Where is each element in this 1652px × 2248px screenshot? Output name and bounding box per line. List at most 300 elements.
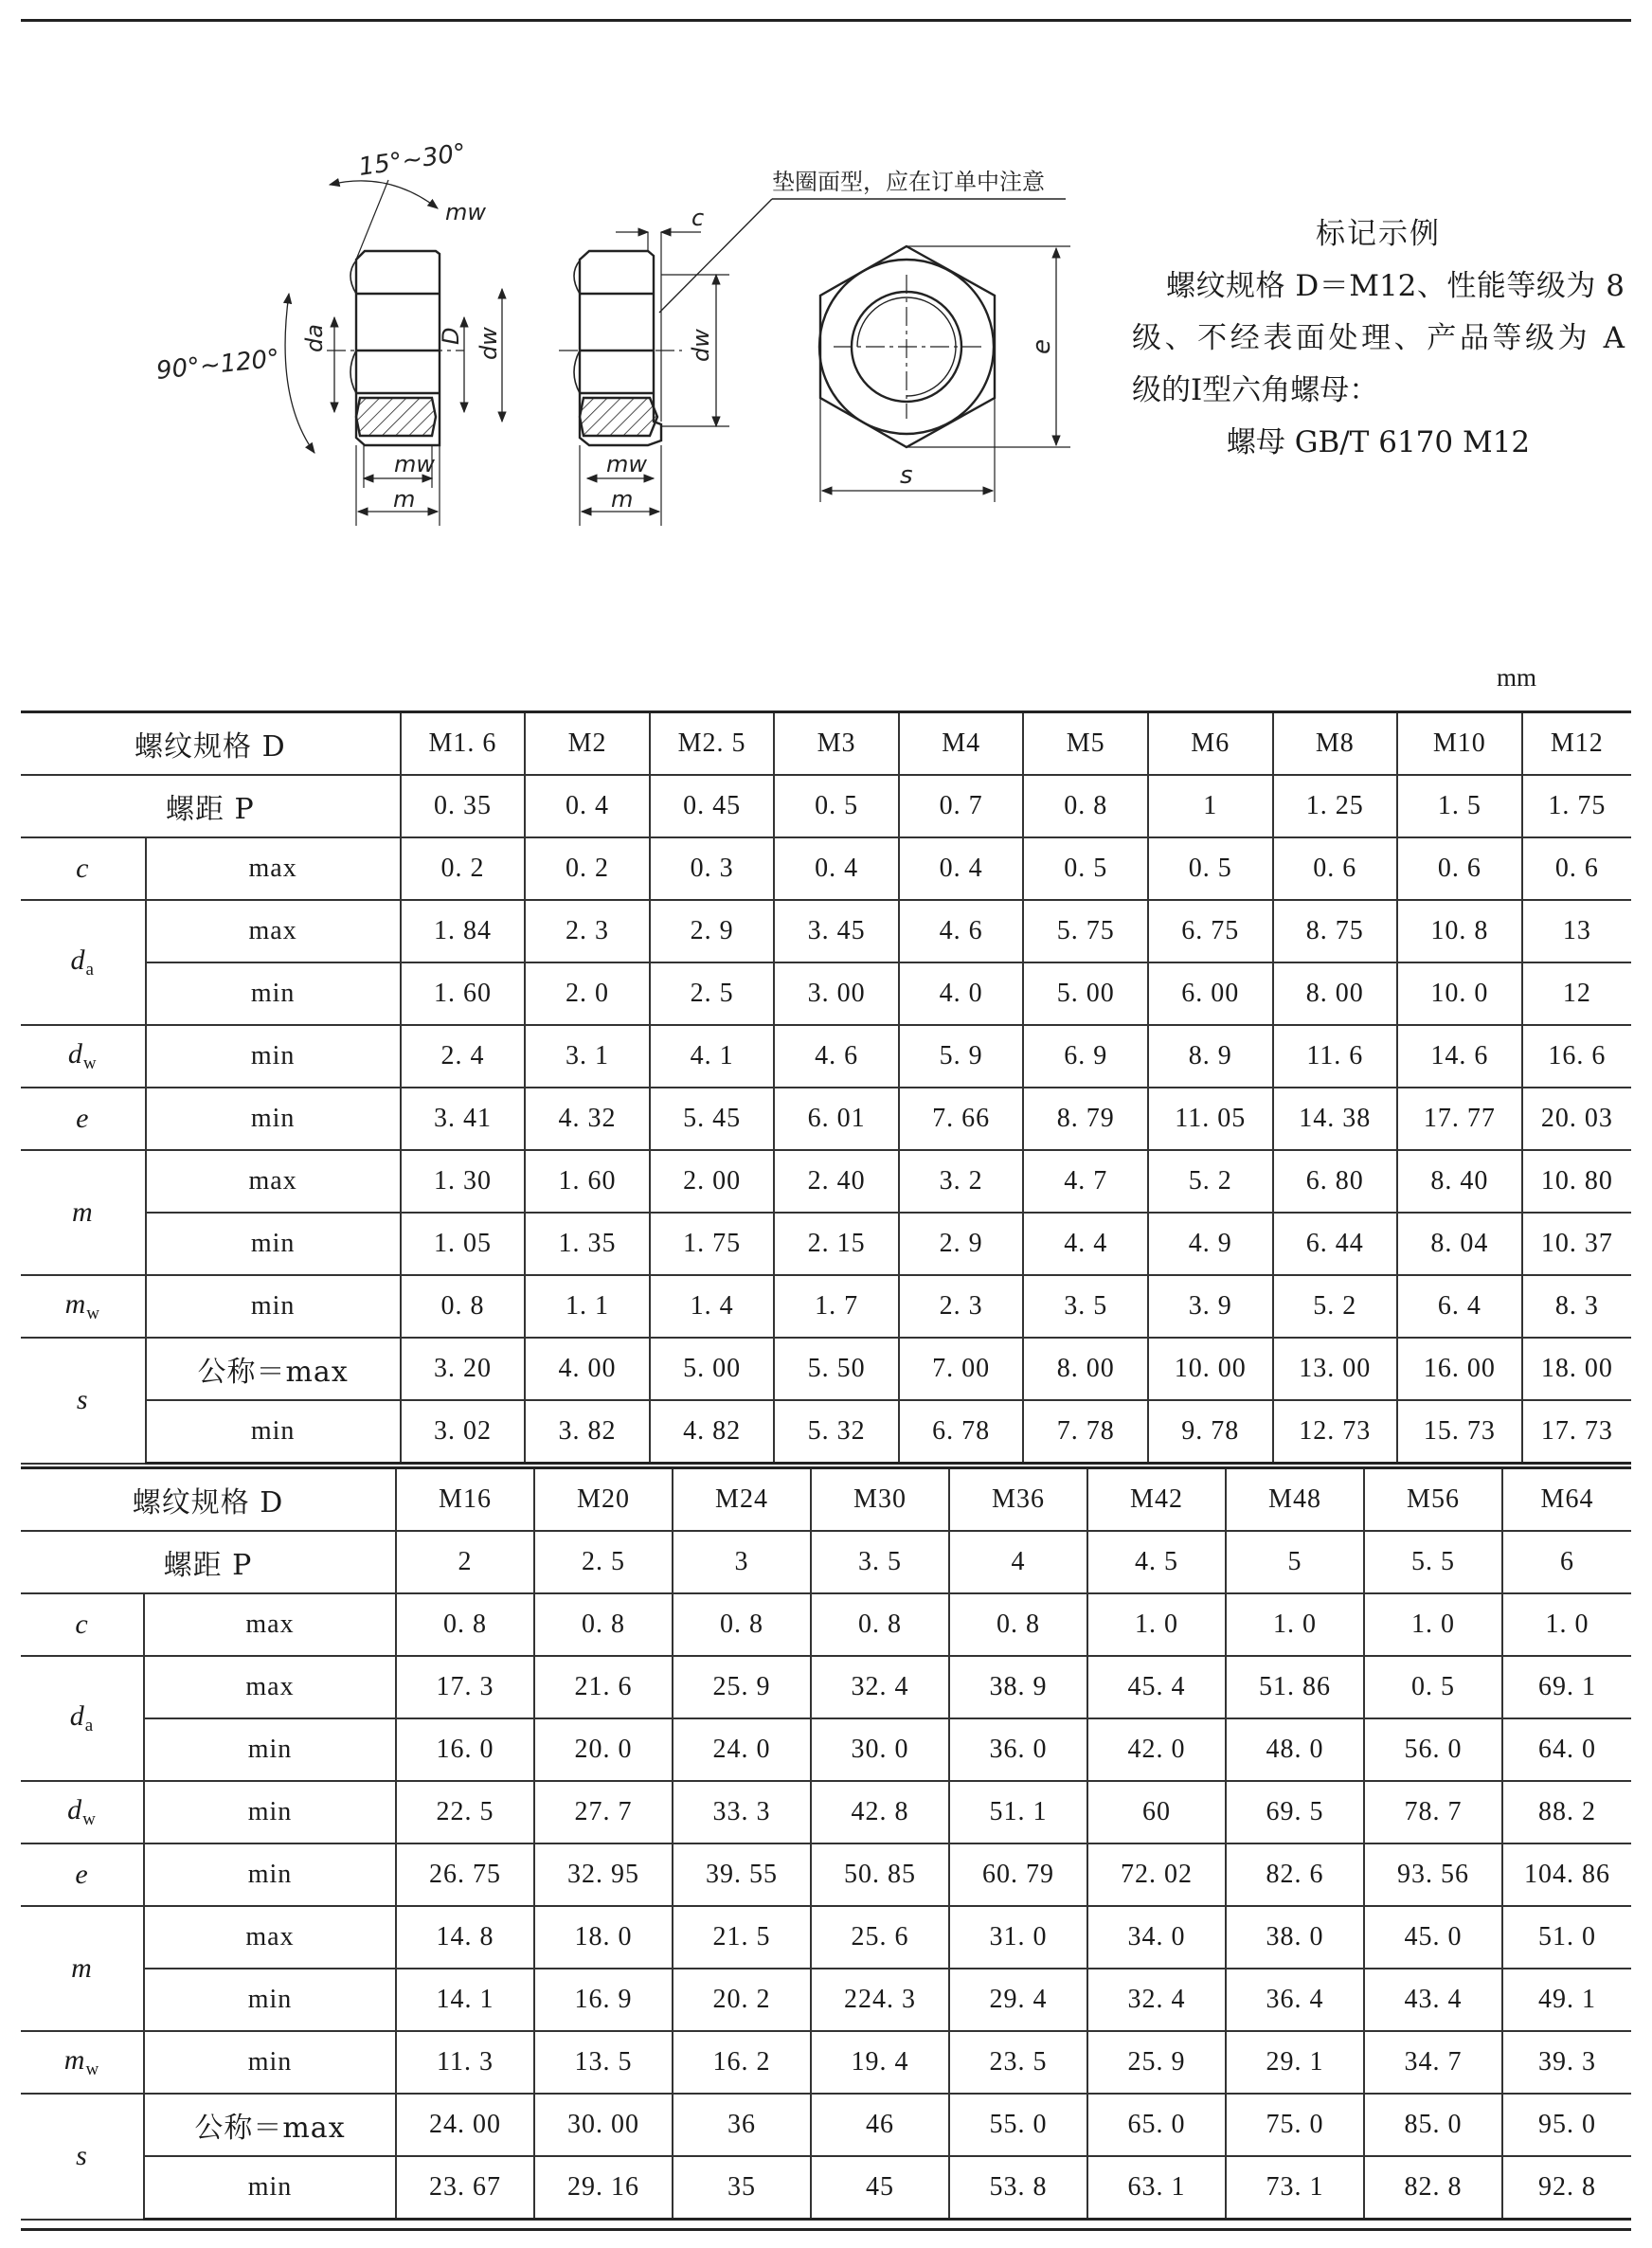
value-cell: 2. 9 xyxy=(650,900,775,962)
table-row-pitch xyxy=(21,1531,1631,1593)
table-row-dw-min xyxy=(21,1025,1631,1088)
value-cell: 53. 8 xyxy=(949,2156,1087,2220)
dw-label-2: dw xyxy=(688,329,714,362)
value-cell: 6. 78 xyxy=(899,1400,1024,1464)
value-cell: 24. 00 xyxy=(396,2094,534,2156)
value-cell: 20. 2 xyxy=(673,1969,811,2031)
size-header-cell: M3 xyxy=(774,712,899,776)
value-cell: 17. 77 xyxy=(1397,1088,1522,1150)
value-cell: 45. 0 xyxy=(1364,1906,1502,1969)
value-cell: 2. 3 xyxy=(525,900,650,962)
value-cell: 14. 38 xyxy=(1273,1088,1398,1150)
size-header-cell: M2. 5 xyxy=(650,712,775,776)
value-cell: 4. 6 xyxy=(774,1025,899,1088)
size-header-cell: M42 xyxy=(1087,1468,1226,1532)
row-label-da-subscript: a xyxy=(84,1716,95,1735)
angle-left-label: 90°~120° xyxy=(154,344,281,386)
value-cell: 13. 00 xyxy=(1273,1338,1398,1400)
value-cell: 8. 40 xyxy=(1397,1150,1522,1213)
row-label-pitch: 螺距 P xyxy=(21,775,401,837)
row-label-pitch: 螺距 P xyxy=(21,1531,396,1593)
bottom-rule xyxy=(21,2228,1631,2231)
value-cell: 1. 0 xyxy=(1502,1593,1631,1656)
value-cell: 5. 00 xyxy=(650,1338,775,1400)
value-cell: 93. 56 xyxy=(1364,1843,1502,1906)
value-cell: 0. 8 xyxy=(396,1593,534,1656)
mw-label-bottom-2: mw xyxy=(606,451,648,477)
value-cell: 6. 80 xyxy=(1273,1150,1398,1213)
value-cell: 0. 6 xyxy=(1273,837,1398,900)
m-label-1: m xyxy=(393,486,416,513)
value-cell: 1. 60 xyxy=(525,1150,650,1213)
value-cell: 6. 4 xyxy=(1397,1275,1522,1338)
value-cell: 1. 25 xyxy=(1273,775,1398,837)
row-label-m-symbol: m xyxy=(71,1196,94,1228)
value-cell: 60. 79 xyxy=(949,1843,1087,1906)
value-cell: 21. 6 xyxy=(534,1656,673,1718)
value-cell: 27. 7 xyxy=(534,1781,673,1843)
value-cell: 39. 3 xyxy=(1502,2031,1631,2094)
value-cell: 0. 8 xyxy=(1023,775,1148,837)
table-row-m-min xyxy=(21,1969,1631,2031)
value-cell: 2. 00 xyxy=(650,1150,775,1213)
value-cell: 1. 84 xyxy=(401,900,526,962)
value-cell: 21. 5 xyxy=(673,1906,811,1969)
value-cell: 5 xyxy=(1226,1531,1364,1593)
table-row-da-min xyxy=(21,962,1631,1025)
value-cell: 24. 0 xyxy=(673,1718,811,1781)
value-cell: 42. 8 xyxy=(811,1781,949,1843)
size-header-cell: M20 xyxy=(534,1468,673,1532)
value-cell: 34. 0 xyxy=(1087,1906,1226,1969)
value-cell: 1. 0 xyxy=(1087,1593,1226,1656)
value-cell: 20. 03 xyxy=(1522,1088,1631,1150)
value-cell: 8. 3 xyxy=(1522,1275,1631,1338)
sub-label-min: min xyxy=(146,1400,401,1464)
row-label-e-symbol: e xyxy=(75,1859,89,1890)
value-cell: 65. 0 xyxy=(1087,2094,1226,2156)
value-cell: 50. 85 xyxy=(811,1843,949,1906)
value-cell: 42. 0 xyxy=(1087,1718,1226,1781)
angle-top-label: 15°~30° xyxy=(356,138,468,182)
row-label-dw xyxy=(21,1025,146,1088)
value-cell: 1. 0 xyxy=(1226,1593,1364,1656)
unit-label: mm xyxy=(1497,663,1537,692)
value-cell: 45 xyxy=(811,2156,949,2220)
table-row-sizes xyxy=(21,1468,1631,1532)
row-label-c xyxy=(21,837,146,900)
value-cell: 0. 5 xyxy=(1148,837,1273,900)
row-label-c-symbol: c xyxy=(75,1609,89,1640)
value-cell: 8. 00 xyxy=(1023,1338,1148,1400)
value-cell: 6. 9 xyxy=(1023,1025,1148,1088)
value-cell: 75. 0 xyxy=(1226,2094,1364,2156)
value-cell: 69. 1 xyxy=(1502,1656,1631,1718)
value-cell: 4. 82 xyxy=(650,1400,775,1464)
value-cell: 31. 0 xyxy=(949,1906,1087,1969)
value-cell: 14. 1 xyxy=(396,1969,534,2031)
row-label-mw-symbol: m xyxy=(64,1288,87,1320)
value-cell: 38. 9 xyxy=(949,1656,1087,1718)
value-cell: 29. 1 xyxy=(1226,2031,1364,2094)
value-cell: 10. 80 xyxy=(1522,1150,1631,1213)
value-cell: 18. 00 xyxy=(1522,1338,1631,1400)
value-cell: 3. 5 xyxy=(1023,1275,1148,1338)
dimension-table-2 xyxy=(21,1466,1631,2221)
value-cell: 0. 8 xyxy=(949,1593,1087,1656)
row-label-m xyxy=(21,1906,144,2031)
value-cell: 11. 3 xyxy=(396,2031,534,2094)
value-cell: 13 xyxy=(1522,900,1631,962)
value-cell: 0. 5 xyxy=(1364,1656,1502,1718)
value-cell: 4 xyxy=(949,1531,1087,1593)
value-cell: 1. 05 xyxy=(401,1213,526,1275)
value-cell: 0. 6 xyxy=(1522,837,1631,900)
value-cell: 20. 0 xyxy=(534,1718,673,1781)
row-label-dw xyxy=(21,1781,144,1843)
value-cell: 30. 00 xyxy=(534,2094,673,2156)
value-cell: 3. 9 xyxy=(1148,1275,1273,1338)
value-cell: 12 xyxy=(1522,962,1631,1025)
value-cell: 48. 0 xyxy=(1226,1718,1364,1781)
table-row-c-max xyxy=(21,837,1631,900)
value-cell: 13. 5 xyxy=(534,2031,673,2094)
value-cell: 4. 00 xyxy=(525,1338,650,1400)
value-cell: 1. 60 xyxy=(401,962,526,1025)
value-cell: 5. 45 xyxy=(650,1088,775,1150)
value-cell: 0. 7 xyxy=(899,775,1024,837)
value-cell: 0. 5 xyxy=(1023,837,1148,900)
value-cell: 38. 0 xyxy=(1226,1906,1364,1969)
value-cell: 6. 00 xyxy=(1148,962,1273,1025)
value-cell: 4. 9 xyxy=(1148,1213,1273,1275)
s-label: s xyxy=(900,461,913,490)
size-header-cell: M10 xyxy=(1397,712,1522,776)
row-label-s xyxy=(21,2094,144,2220)
row-label-s xyxy=(21,1338,146,1464)
sub-label-min: min xyxy=(144,2031,396,2094)
row-label-c xyxy=(21,1593,144,1656)
value-cell: 23. 67 xyxy=(396,2156,534,2220)
row-label-da-symbol: d xyxy=(70,944,86,976)
value-cell: 56. 0 xyxy=(1364,1718,1502,1781)
value-cell: 32. 4 xyxy=(811,1656,949,1718)
value-cell: 10. 00 xyxy=(1148,1338,1273,1400)
dimension-table-1-body xyxy=(21,712,1631,1464)
value-cell: 17. 3 xyxy=(396,1656,534,1718)
row-label-da xyxy=(21,1656,144,1781)
value-cell: 18. 0 xyxy=(534,1906,673,1969)
sub-label-nominal-max: 公称＝max xyxy=(144,2094,396,2156)
value-cell: 6. 44 xyxy=(1273,1213,1398,1275)
value-cell: 1. 75 xyxy=(1522,775,1631,837)
value-cell: 51. 86 xyxy=(1226,1656,1364,1718)
value-cell: 0. 6 xyxy=(1397,837,1522,900)
value-cell: 45. 4 xyxy=(1087,1656,1226,1718)
sub-label-min: min xyxy=(146,1088,401,1150)
value-cell: 0. 4 xyxy=(525,775,650,837)
value-cell: 1. 7 xyxy=(774,1275,899,1338)
value-cell: 1. 0 xyxy=(1364,1593,1502,1656)
value-cell: 36. 0 xyxy=(949,1718,1087,1781)
value-cell: 0. 45 xyxy=(650,775,775,837)
value-cell: 16. 9 xyxy=(534,1969,673,2031)
value-cell: 2. 5 xyxy=(534,1531,673,1593)
value-cell: 3. 82 xyxy=(525,1400,650,1464)
value-cell: 5. 5 xyxy=(1364,1531,1502,1593)
value-cell: 3. 45 xyxy=(774,900,899,962)
value-cell: 7. 78 xyxy=(1023,1400,1148,1464)
size-header-cell: M6 xyxy=(1148,712,1273,776)
size-header-cell: M56 xyxy=(1364,1468,1502,1532)
value-cell: 104. 86 xyxy=(1502,1843,1631,1906)
size-header-cell: M48 xyxy=(1226,1468,1364,1532)
value-cell: 25. 9 xyxy=(673,1656,811,1718)
size-header-cell: M1. 6 xyxy=(401,712,526,776)
row-label-s-symbol: s xyxy=(76,2140,88,2172)
row-label-dw-subscript: w xyxy=(82,1053,98,1073)
sub-label-min: min xyxy=(144,1781,396,1843)
table-row-da-max xyxy=(21,900,1631,962)
value-cell: 1. 1 xyxy=(525,1275,650,1338)
value-cell: 0. 8 xyxy=(673,1593,811,1656)
value-cell: 88. 2 xyxy=(1502,1781,1631,1843)
table-row-c-max xyxy=(21,1593,1631,1656)
marking-line-1: 螺纹规格 D＝M12、性能等级为 8 xyxy=(1166,269,1625,303)
sub-label-max: max xyxy=(144,1593,396,1656)
value-cell: 3. 00 xyxy=(774,962,899,1025)
value-cell: 14. 6 xyxy=(1397,1025,1522,1088)
value-cell: 4. 5 xyxy=(1087,1531,1226,1593)
nut-drawings xyxy=(0,0,1099,587)
size-header-cell: M36 xyxy=(949,1468,1087,1532)
row-label-da-symbol: d xyxy=(69,1700,85,1732)
value-cell: 1. 75 xyxy=(650,1213,775,1275)
value-cell: 0. 8 xyxy=(811,1593,949,1656)
value-cell: 26. 75 xyxy=(396,1843,534,1906)
size-header-cell: M24 xyxy=(673,1468,811,1532)
size-header-cell: M5 xyxy=(1023,712,1148,776)
value-cell: 0. 2 xyxy=(401,837,526,900)
mw-label-top: mw xyxy=(445,199,487,225)
value-cell: 30. 0 xyxy=(811,1718,949,1781)
value-cell: 224. 3 xyxy=(811,1969,949,2031)
sub-label-min: min xyxy=(146,962,401,1025)
value-cell: 2. 4 xyxy=(401,1025,526,1088)
value-cell: 4. 7 xyxy=(1023,1150,1148,1213)
value-cell: 9. 78 xyxy=(1148,1400,1273,1464)
row-label-dw-symbol: d xyxy=(67,1794,83,1825)
value-cell: 16. 0 xyxy=(396,1718,534,1781)
value-cell: 32. 95 xyxy=(534,1843,673,1906)
value-cell: 6. 01 xyxy=(774,1088,899,1150)
row-label-mw xyxy=(21,1275,146,1338)
value-cell: 72. 02 xyxy=(1087,1843,1226,1906)
value-cell: 3. 1 xyxy=(525,1025,650,1088)
value-cell: 12. 73 xyxy=(1273,1400,1398,1464)
value-cell: 8. 79 xyxy=(1023,1088,1148,1150)
sub-label-min: min xyxy=(144,1718,396,1781)
value-cell: 2. 5 xyxy=(650,962,775,1025)
value-cell: 64. 0 xyxy=(1502,1718,1631,1781)
size-header-cell: M8 xyxy=(1273,712,1398,776)
value-cell: 35 xyxy=(673,2156,811,2220)
value-cell: 10. 0 xyxy=(1397,962,1522,1025)
value-cell: 5. 2 xyxy=(1273,1275,1398,1338)
value-cell: 17. 73 xyxy=(1522,1400,1631,1464)
table-row-da-min xyxy=(21,1718,1631,1781)
c-label: c xyxy=(691,205,705,231)
value-cell: 60 xyxy=(1087,1781,1226,1843)
value-cell: 63. 1 xyxy=(1087,2156,1226,2220)
value-cell: 3. 2 xyxy=(899,1150,1024,1213)
value-cell: 7. 00 xyxy=(899,1338,1024,1400)
value-cell: 16. 2 xyxy=(673,2031,811,2094)
value-cell: 4. 1 xyxy=(650,1025,775,1088)
value-cell: 2. 15 xyxy=(774,1213,899,1275)
value-cell: 11. 05 xyxy=(1148,1088,1273,1150)
value-cell: 5. 50 xyxy=(774,1338,899,1400)
value-cell: 39. 55 xyxy=(673,1843,811,1906)
value-cell: 0. 8 xyxy=(401,1275,526,1338)
value-cell: 4. 4 xyxy=(1023,1213,1148,1275)
value-cell: 4. 32 xyxy=(525,1088,650,1150)
value-cell: 5. 32 xyxy=(774,1400,899,1464)
row-label-e-symbol: e xyxy=(76,1103,90,1134)
size-header-cell: M12 xyxy=(1522,712,1631,776)
value-cell: 0. 8 xyxy=(534,1593,673,1656)
row-label-mw xyxy=(21,2031,144,2094)
value-cell: 8. 9 xyxy=(1148,1025,1273,1088)
size-header-cell: M16 xyxy=(396,1468,534,1532)
value-cell: 46 xyxy=(811,2094,949,2156)
value-cell: 33. 3 xyxy=(673,1781,811,1843)
da-label: da xyxy=(301,324,328,352)
size-header-cell: M4 xyxy=(899,712,1024,776)
sub-label-min: min xyxy=(146,1275,401,1338)
value-cell: 5. 75 xyxy=(1023,900,1148,962)
value-cell: 1. 35 xyxy=(525,1213,650,1275)
row-label-e xyxy=(21,1843,144,1906)
value-cell: 92. 8 xyxy=(1502,2156,1631,2220)
sub-label-max: max xyxy=(144,1656,396,1718)
table-row-s-max xyxy=(21,2094,1631,2156)
value-cell: 0. 4 xyxy=(774,837,899,900)
value-cell: 55. 0 xyxy=(949,2094,1087,2156)
value-cell: 36. 4 xyxy=(1226,1969,1364,2031)
marking-line-3: 级的Ⅰ型六角螺母： xyxy=(1132,373,1379,407)
value-cell: 34. 7 xyxy=(1364,2031,1502,2094)
table-row-dw-min xyxy=(21,1781,1631,1843)
value-cell: 73. 1 xyxy=(1226,2156,1364,2220)
value-cell: 5. 00 xyxy=(1023,962,1148,1025)
value-cell: 10. 37 xyxy=(1522,1213,1631,1275)
row-label-m-symbol: m xyxy=(71,1952,93,1984)
value-cell: 2. 3 xyxy=(899,1275,1024,1338)
m-label-2: m xyxy=(611,486,634,513)
row-label-da-subscript: a xyxy=(85,960,95,980)
value-cell: 11. 6 xyxy=(1273,1025,1398,1088)
value-cell: 0. 2 xyxy=(525,837,650,900)
value-cell: 43. 4 xyxy=(1364,1969,1502,2031)
value-cell: 2. 40 xyxy=(774,1150,899,1213)
value-cell: 69. 5 xyxy=(1226,1781,1364,1843)
value-cell: 8. 04 xyxy=(1397,1213,1522,1275)
value-cell: 32. 4 xyxy=(1087,1969,1226,2031)
value-cell: 36 xyxy=(673,2094,811,2156)
row-label-da xyxy=(21,900,146,1025)
value-cell: 3 xyxy=(673,1531,811,1593)
value-cell: 29. 16 xyxy=(534,2156,673,2220)
value-cell: 78. 7 xyxy=(1364,1781,1502,1843)
value-cell: 1 xyxy=(1148,775,1273,837)
value-cell: 29. 4 xyxy=(949,1969,1087,2031)
dimension-table-1 xyxy=(21,710,1631,1465)
table-row-s-min xyxy=(21,1400,1631,1464)
value-cell: 19. 4 xyxy=(811,2031,949,2094)
washer-face-callout: 垫圈面型，应在订单中注意 xyxy=(772,169,1045,195)
value-cell: 23. 5 xyxy=(949,2031,1087,2094)
dimension-table-2-body xyxy=(21,1468,1631,2220)
row-label-thread-spec: 螺纹规格 D xyxy=(21,1468,396,1532)
sub-label-min: min xyxy=(146,1025,401,1088)
table-row-pitch xyxy=(21,775,1631,837)
table-row-mw-min xyxy=(21,1275,1631,1338)
value-cell: 1. 5 xyxy=(1397,775,1522,837)
table-row-m-max xyxy=(21,1150,1631,1213)
D-label: D xyxy=(438,327,464,345)
row-label-mw-subscript: w xyxy=(85,2059,100,2079)
row-label-m xyxy=(21,1150,146,1275)
table-row-e-min xyxy=(21,1088,1631,1150)
sub-label-min: min xyxy=(144,2156,396,2220)
value-cell: 0. 5 xyxy=(774,775,899,837)
value-cell: 82. 6 xyxy=(1226,1843,1364,1906)
value-cell: 0. 3 xyxy=(650,837,775,900)
value-cell: 8. 00 xyxy=(1273,962,1398,1025)
mw-label-bottom-1: mw xyxy=(394,451,436,477)
sub-label-min: min xyxy=(144,1843,396,1906)
value-cell: 10. 8 xyxy=(1397,900,1522,962)
value-cell: 5. 2 xyxy=(1148,1150,1273,1213)
value-cell: 85. 0 xyxy=(1364,2094,1502,2156)
value-cell: 16. 00 xyxy=(1397,1338,1522,1400)
value-cell: 51. 1 xyxy=(949,1781,1087,1843)
value-cell: 25. 6 xyxy=(811,1906,949,1969)
row-label-c-symbol: c xyxy=(76,853,90,884)
value-cell: 0. 35 xyxy=(401,775,526,837)
value-cell: 4. 6 xyxy=(899,900,1024,962)
value-cell: 7. 66 xyxy=(899,1088,1024,1150)
size-header-cell: M2 xyxy=(525,712,650,776)
value-cell: 3. 5 xyxy=(811,1531,949,1593)
row-label-dw-subscript: w xyxy=(82,1809,97,1829)
row-label-s-symbol: s xyxy=(76,1384,89,1416)
value-cell: 25. 9 xyxy=(1087,2031,1226,2094)
value-cell: 3. 20 xyxy=(401,1338,526,1400)
table-row-e-min xyxy=(21,1843,1631,1906)
value-cell: 15. 73 xyxy=(1397,1400,1522,1464)
value-cell: 51. 0 xyxy=(1502,1906,1631,1969)
sub-label-min: min xyxy=(144,1969,396,2031)
value-cell: 3. 02 xyxy=(401,1400,526,1464)
value-cell: 14. 8 xyxy=(396,1906,534,1969)
value-cell: 6 xyxy=(1502,1531,1631,1593)
value-cell: 4. 0 xyxy=(899,962,1024,1025)
value-cell: 0. 4 xyxy=(899,837,1024,900)
table-row-mw-min xyxy=(21,2031,1631,2094)
value-cell: 1. 4 xyxy=(650,1275,775,1338)
